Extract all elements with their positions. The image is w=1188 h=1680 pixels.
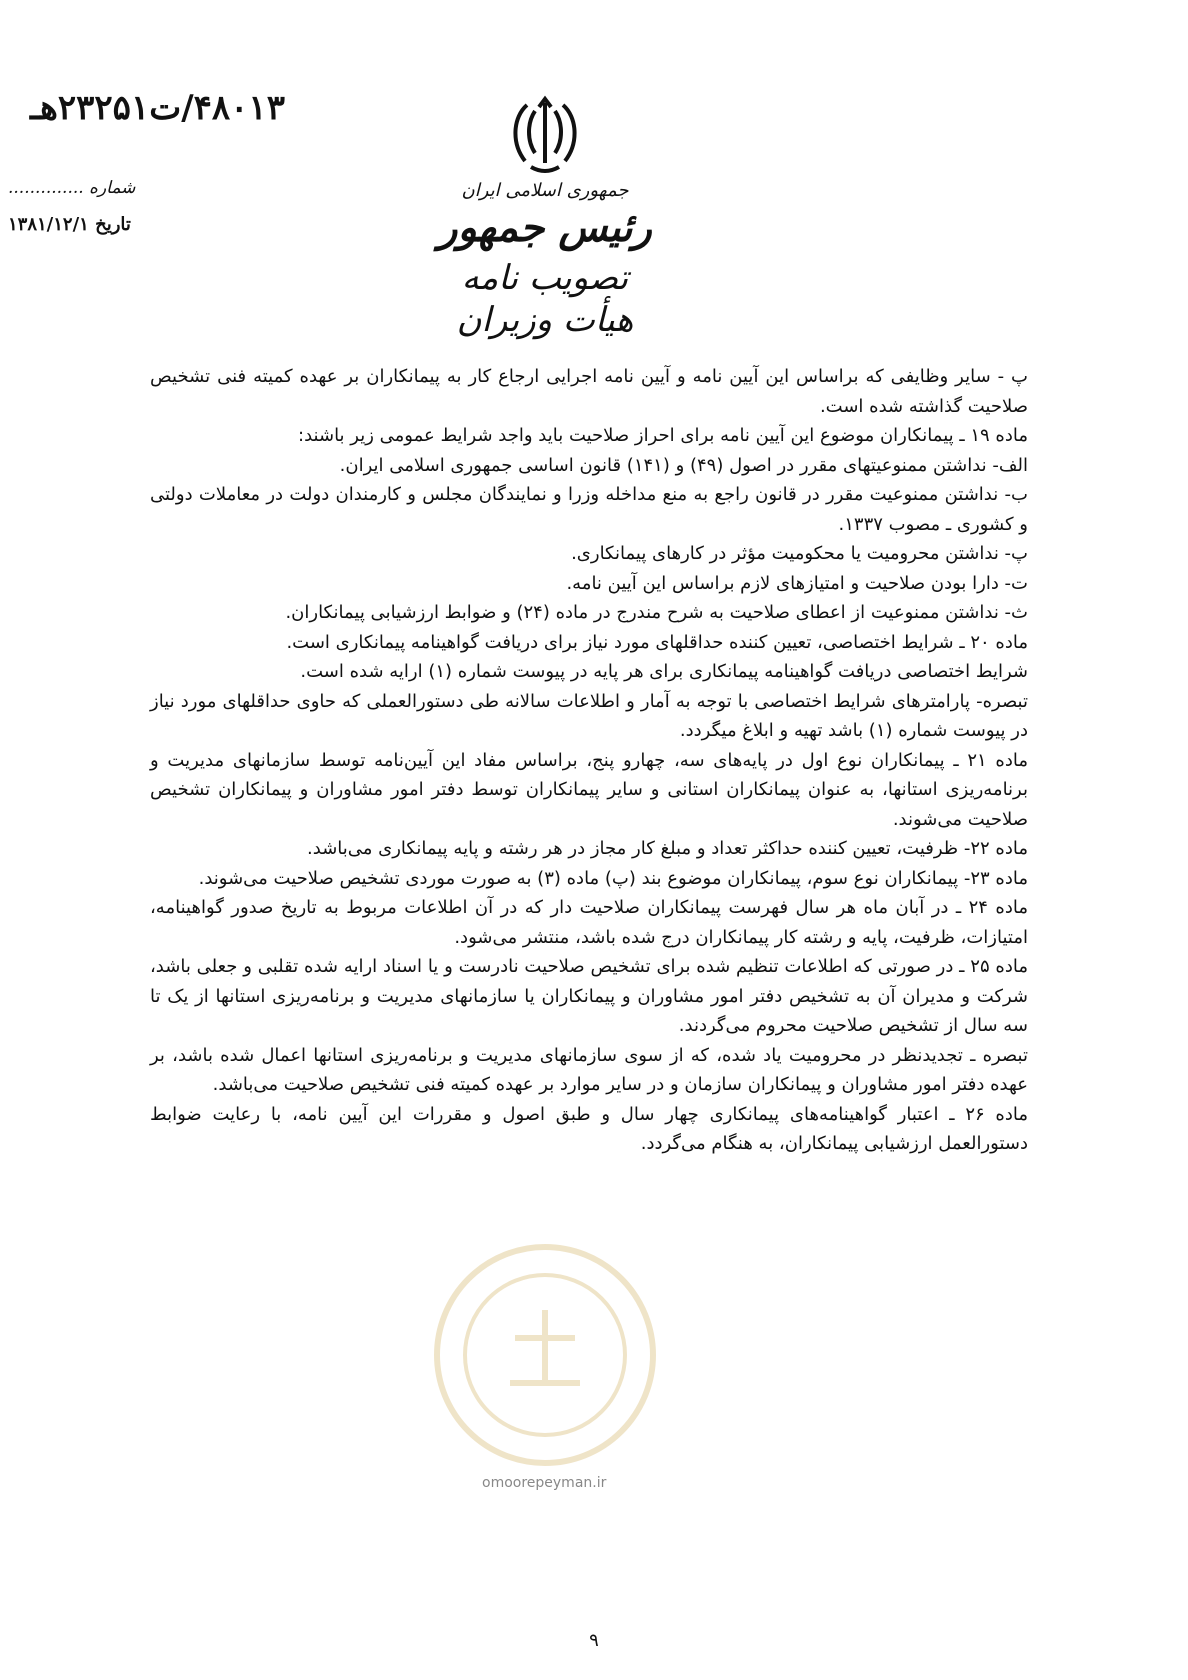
watermark-seal-icon [430, 1240, 660, 1470]
paragraph: شرایط اختصاصی دریافت گواهینامه پیمانکاری برای هر پایه در پیوست شماره (۱) ارایه شده است. [300, 661, 1028, 682]
iran-emblem-icon [505, 95, 585, 180]
paragraph: ماده ۲۱ ـ پیمانکاران نوع اول در پایه‌های سه، چهارو پنج، براساس مفاد این آیین‌نامه توسط سازمانهای مدیریت و برنامه‌ریزی استانها، به عنوان پیمانکاران استانی و سایر پیمانکاران توسط دفتر امور مشاوران و پیمانکاران تشخیص صلاحیت می‌شوند. [150, 749, 1028, 830]
paragraph: ماده ۲۶ ـ اعتبار گواهینامه‌های پیمانکاری چهار سال و طبق اصول و مقررات این آیین نامه، با رعایت ضوابط دستورالعمل ارزشیابی پیمانکاران، به هنگام می‌گردد. [150, 1103, 1028, 1154]
paragraph: ماده ۲۲- ظرفیت، تعیین کننده حداکثر تعداد و مبلغ کار مجاز در هر رشته و پایه پیمانکاری می‌باشد. [307, 838, 1028, 859]
page-number: ۹ [589, 1630, 599, 1651]
office-title: رئیس جمهور [438, 204, 652, 251]
document-body [150, 362, 1028, 1159]
paragraph: ماده ۲۵ ـ در صورتی که اطلاعات تنظیم شده برای تشخیص صلاحیت نادرست و یا اسناد ارایه شده تقلبی و جعلی باشد، شرکت و مدیران آن به تشخیص دفتر امور مشاوران و پیمانکاران یا سازمانهای مدیریت و برنامه‌ریزی استانها از یک تا سه سال از تشخیص صلاحیت محروم می‌گردند. [150, 956, 1029, 1036]
document-number: ۴۸۰۱۳/ت۲۳۲۵۱هـ [30, 88, 285, 128]
letterhead [430, 180, 660, 341]
paragraph: ث- نداشتن ممنوعیت از اعطای صلاحیت به شرح مندرج در ماده (۲۴) و ضوابط ارزشیابی پیمانکاران. [285, 602, 1028, 623]
paragraph: ماده ۲۴ ـ در آبان ماه هر سال فهرست پیمانکاران صلاحیت دار که در آن اطلاعات مربوط به تاریخ صدور گواهینامه، امتیازات، ظرفیت، پایه و رشته کار پیمانکاران درج شده باشد، منتشر می‌شود. [150, 897, 1029, 948]
paragraph: تبصره ـ تجدیدنظر در محرومیت یاد شده، که از سوی سازمانهای مدیریت و برنامه‌ریزی استانها اعمال شده باشد، بر عهده دفتر امور مشاوران و پیمانکاران سازمان و در سایر موارد بر عهده کمیته فنی تشخیص صلاحیت می‌باشد. [150, 1044, 1028, 1095]
paragraph: ت- دارا بودن صلاحیت و امتیازهای لازم براساس این آیین نامه. [566, 572, 1028, 594]
paragraph: الف- نداشتن ممنوعیتهای مقرر در اصول (۴۹) و (۱۴۱) قانون اساسی جمهوری اسلامی ایران. [339, 454, 1028, 476]
paragraph: پ- نداشتن محرومیت یا محکومیت مؤثر در کارهای پیمانکاری. [571, 543, 1028, 564]
paragraph: پ - سایر وظایفی که براساس این آیین نامه و آیین نامه اجرایی ارجاع کار به پیمانکاران بر عهده کمیته فنی تشخیص صلاحیت گذاشته شده است. [150, 366, 1028, 417]
paragraph: ب- نداشتن ممنوعیت مقرر در قانون راجع به منع مداخله وزرا و نمایندگان مجلس و کارمندان دولت در معاملات دولتی و کشوری ـ مصوب ۱۳۳۷. [150, 484, 1028, 535]
document-type: تصویب نامه هیأت وزیران [456, 258, 634, 340]
country-name: جمهوری اسلامی ایران [461, 180, 629, 201]
paragraph: تبصره- پارامترهای شرایط اختصاصی با توجه به آمار و اطلاعات سالانه طی دستورالعملی که حاوی حداقلهای مورد نیاز در پیوست شماره (۱) باشد تهیه و ابلاغ میگردد. [150, 690, 1028, 741]
paragraph: ماده ۲۳- پیمانکاران نوع سوم، پیمانکاران موضوع بند (پ) ماده (۳) به صورت موردی تشخیص صلاحیت می‌شوند. [198, 867, 1028, 889]
paragraph: ماده ۲۰ ـ شرایط اختصاصی، تعیین کننده حداقلهای مورد نیاز برای دریافت گواهینامه پیمانکاری است. [286, 631, 1028, 653]
paragraph: ماده ۱۹ ـ پیمانکاران موضوع این آیین نامه برای احراز صلاحیت باید واجد شرایط عمومی زیر باشند: [298, 425, 1028, 446]
watermark-url: omoorepeyman.ir [482, 1475, 607, 1491]
number-label: شماره .............. [8, 178, 136, 198]
date-label: تاریخ ۱۳۸۱/۱۲/۱ [8, 214, 131, 235]
